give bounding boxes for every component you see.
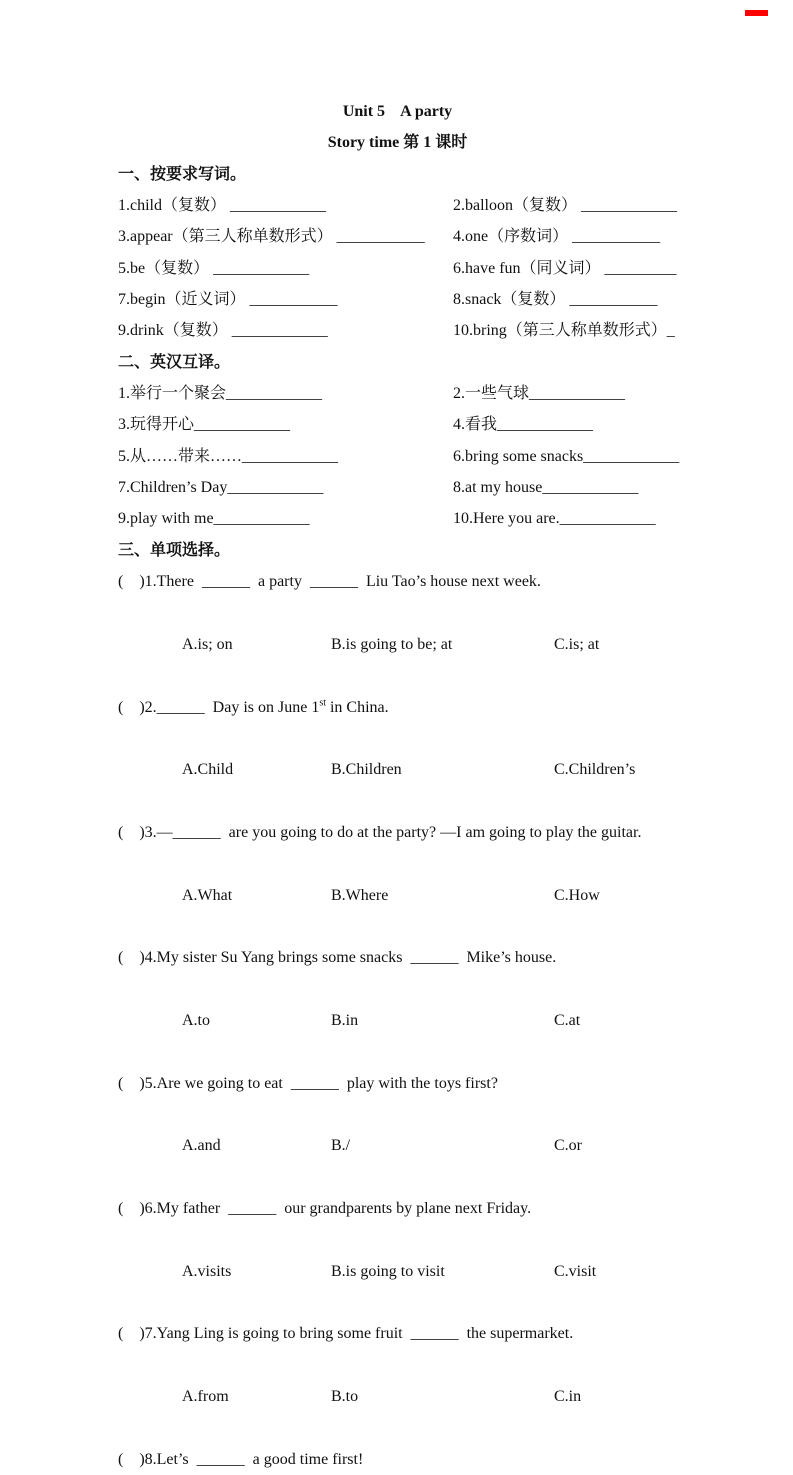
question-5-options xyxy=(118,1099,677,1193)
word-item-7: 7.begin（近义词） ___________ xyxy=(118,291,338,309)
question-7-option-b: B.to xyxy=(331,1388,359,1406)
translation-row xyxy=(118,503,677,534)
question-7-options xyxy=(118,1350,677,1444)
question-3-option-c: C.How xyxy=(554,886,600,904)
word-row xyxy=(118,221,677,252)
question-3-option-b: B.Where xyxy=(331,886,389,904)
question-5-option-c: C.or xyxy=(554,1137,582,1155)
word-item-4: 4.one（序数词） ___________ xyxy=(453,228,661,246)
question-6-option-a: A.visits xyxy=(182,1262,232,1280)
question-2-option-c: C.Children’s xyxy=(554,761,636,779)
word-item-3: 3.appear（第三人称单数形式） ___________ xyxy=(118,228,425,246)
word-item-9: 9.drink（复数） ____________ xyxy=(118,322,328,340)
question-1-option-a: A.is; on xyxy=(182,635,233,653)
word-row xyxy=(118,253,677,284)
translation-item-5: 5.从……带来……____________ xyxy=(118,447,339,465)
translation-item-4: 4.看我____________ xyxy=(453,416,594,434)
question-7-option-a: A.from xyxy=(182,1388,229,1406)
question-3-option-a: A.What xyxy=(182,886,233,904)
question-7-stem: ( )7.Yang Ling is going to bring some fruit ______ the supermarket. xyxy=(118,1325,574,1343)
word-item-8: 8.snack（复数） ___________ xyxy=(453,291,658,309)
question-2-option-b: B.Children xyxy=(331,761,402,779)
question-2-stem xyxy=(118,692,677,723)
question-2-ordinal-superscript: st xyxy=(319,697,326,709)
translation-item-10: 10.Here you are.____________ xyxy=(453,510,656,528)
section1-heading: 一、按要求写词。 xyxy=(118,165,247,183)
translation-row xyxy=(118,472,677,503)
question-2-stem-pre: ( )2.______ Day is on June 1 xyxy=(118,698,320,716)
question-4-options xyxy=(118,974,677,1068)
question-2-stem-post: in China. xyxy=(325,698,389,716)
question-1-option-b: B.is going to be; at xyxy=(331,635,453,653)
translation-row xyxy=(118,409,677,440)
translation-row xyxy=(118,441,680,472)
word-row xyxy=(118,315,677,346)
word-row xyxy=(118,284,677,315)
question-3-options xyxy=(118,848,677,942)
translation-item-3: 3.玩得开心____________ xyxy=(118,416,291,434)
question-4-option-b: B.in xyxy=(331,1011,359,1029)
question-4-option-a: A.to xyxy=(182,1011,210,1029)
question-6-stem: ( )6.My father ______ our grandparents by plane next Friday. xyxy=(118,1200,532,1218)
question-5-option-b: B./ xyxy=(331,1137,351,1155)
question-5-stem: ( )5.Are we going to eat ______ play with the toys first? xyxy=(118,1074,498,1092)
question-6-option-b: B.is going to visit xyxy=(331,1262,445,1280)
question-1-stem: ( )1.There ______ a party ______ Liu Tao’s house next week. xyxy=(118,573,541,591)
question-3-stem: ( )3.—______ are you going to do at the party? —I am going to play the guitar. xyxy=(118,823,642,841)
question-4-stem: ( )4.My sister Su Yang brings some snacks ______ Mike’s house. xyxy=(118,949,557,967)
translation-row xyxy=(118,378,677,409)
question-5-option-a: A.and xyxy=(182,1137,221,1155)
word-item-2: 2.balloon（复数） ____________ xyxy=(453,197,677,215)
question-1-option-c: C.is; at xyxy=(554,635,600,653)
word-row xyxy=(118,190,677,221)
unit-title: Unit 5 A party xyxy=(342,103,453,120)
section3-heading: 三、单项选择。 xyxy=(118,541,231,559)
question-7-option-c: C.in xyxy=(554,1388,582,1406)
translation-item-7: 7.Children’s Day____________ xyxy=(118,479,324,497)
lesson-subtitle: Story time 第 1 课时 xyxy=(327,134,468,152)
translation-item-2: 2.一些气球____________ xyxy=(453,385,626,403)
question-6-option-c: C.visit xyxy=(554,1262,597,1280)
word-item-1: 1.child（复数） ____________ xyxy=(118,197,326,215)
question-1-options xyxy=(118,598,677,692)
word-item-5: 5.be（复数） ____________ xyxy=(118,259,310,277)
translation-item-1: 1.举行一个聚会____________ xyxy=(118,385,323,403)
question-6-options xyxy=(118,1224,677,1318)
question-2-option-a: A.Child xyxy=(182,761,234,779)
section2-heading: 二、英汉互译。 xyxy=(118,353,231,371)
question-4-option-c: C.at xyxy=(554,1011,581,1029)
word-item-6: 6.have fun（同义词） _________ xyxy=(453,259,677,277)
translation-item-8: 8.at my house____________ xyxy=(453,479,639,497)
translation-item-6: 6.bring some snacks____________ xyxy=(453,447,680,465)
question-2-options xyxy=(118,723,677,817)
question-8-stem: ( )8.Let’s ______ a good time first! xyxy=(118,1450,364,1468)
word-item-10: 10.bring（第三人称单数形式）_ xyxy=(453,322,675,340)
translation-item-9: 9.play with me____________ xyxy=(118,510,310,528)
